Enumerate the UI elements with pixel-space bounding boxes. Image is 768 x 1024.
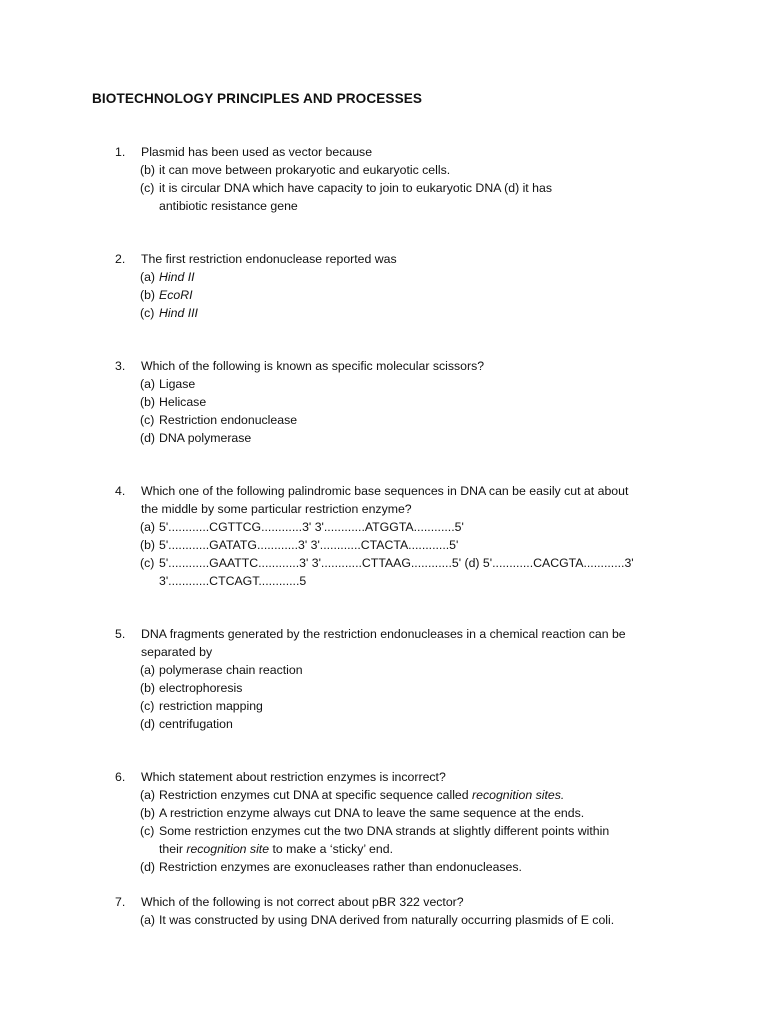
option xyxy=(115,679,715,697)
option-text: Helicase xyxy=(159,395,207,409)
option xyxy=(115,179,715,197)
option-text: Restriction enzymes cut DNA at specific sequence called xyxy=(159,788,473,802)
option xyxy=(115,554,715,572)
option-label: (a) xyxy=(140,913,156,927)
option-text-emphasis: recognition sites. xyxy=(472,788,565,802)
option-text: DNA polymerase xyxy=(159,431,252,445)
option-label: (d) xyxy=(140,717,156,731)
option-label: (b) xyxy=(140,681,156,695)
option-label: (c) xyxy=(140,699,155,713)
option-text: It was constructed by using DNA derived from naturally occurring plasmids of E coli. xyxy=(159,913,615,927)
option-label: (a) xyxy=(140,520,156,534)
option-text: 5'............CGTTCG............3' 3'............ATGGTA............5' xyxy=(159,520,464,534)
option-label: (d) xyxy=(140,860,156,874)
question-number: 4. xyxy=(115,484,126,498)
option-text: Some restriction enzymes cut the two DNA strands at slightly different points within xyxy=(159,824,610,838)
question-number: 5. xyxy=(115,627,126,641)
option-text: Restriction enzymes are exonucleases rather than endonucleases. xyxy=(159,860,522,874)
question-number: 1. xyxy=(115,145,126,159)
option xyxy=(115,786,715,804)
question-stem-continued: separated by xyxy=(141,645,213,659)
question-4 xyxy=(115,482,715,590)
option-label: (c) xyxy=(140,306,155,320)
question-7 xyxy=(115,893,715,929)
option xyxy=(115,161,715,179)
option-label: (a) xyxy=(140,663,156,677)
option-label: (a) xyxy=(140,270,156,284)
question-stem: Which one of the following palindromic base sequences in DNA can be easily cut at about xyxy=(141,484,629,498)
option-text: electrophoresis xyxy=(159,681,243,695)
question-number: 7. xyxy=(115,895,126,909)
option-text: A restriction enzyme always cut DNA to leave the same sequence at the ends. xyxy=(159,806,585,820)
option xyxy=(115,286,715,304)
option-label: (d) xyxy=(140,431,156,445)
option xyxy=(115,411,715,429)
document-title: BIOTECHNOLOGY PRINCIPLES AND PROCESSES xyxy=(92,91,423,106)
option-label: (b) xyxy=(140,806,156,820)
question-number: 6. xyxy=(115,770,126,784)
option xyxy=(115,304,715,322)
option-label: (c) xyxy=(140,556,155,570)
option-label: (c) xyxy=(140,824,155,838)
question-5 xyxy=(115,625,715,733)
question-stem: Which of the following is not correct about pBR 322 vector? xyxy=(141,895,464,909)
option-text: 5'............GATATG............3' 3'............CTACTA............5' xyxy=(159,538,459,552)
option-label: (b) xyxy=(140,538,156,552)
option-label: (c) xyxy=(140,181,155,195)
option xyxy=(115,822,715,840)
option-text: Hind III xyxy=(159,306,198,320)
option-text: Ligase xyxy=(159,377,196,391)
option-label: (b) xyxy=(140,163,156,177)
question-stem: DNA fragments generated by the restriction endonucleases in a chemical reaction can be xyxy=(141,627,626,641)
option-label: (c) xyxy=(140,413,155,427)
option xyxy=(115,858,715,876)
option xyxy=(115,393,715,411)
option-text: EcoRI xyxy=(159,288,193,302)
question-stem-continued: the middle by some particular restriction enzyme? xyxy=(141,502,412,516)
question-number: 3. xyxy=(115,359,126,373)
question-stem: Which of the following is known as specific molecular scissors? xyxy=(141,359,485,373)
question-number: 2. xyxy=(115,252,126,266)
option-label: (b) xyxy=(140,395,156,409)
option xyxy=(115,429,715,447)
question-3 xyxy=(115,357,715,447)
question-6 xyxy=(115,768,715,876)
option-text: polymerase chain reaction xyxy=(159,663,303,677)
option xyxy=(115,715,715,733)
question-1 xyxy=(115,143,715,215)
option-continuation: 3'............CTCAGT............5 xyxy=(159,574,307,588)
question-stem: The first restriction endonuclease reported was xyxy=(141,252,397,266)
option-continuation: their recognition site to make a ‘sticky’ end. xyxy=(159,842,393,856)
question-2 xyxy=(115,250,715,322)
option xyxy=(115,268,715,286)
option xyxy=(115,518,715,536)
option-text: Hind II xyxy=(159,270,195,284)
option xyxy=(115,911,715,929)
option-text: restriction mapping xyxy=(159,699,263,713)
option-label: (a) xyxy=(140,788,156,802)
option xyxy=(115,375,715,393)
option xyxy=(115,697,715,715)
option-text: it can move between prokaryotic and eukaryotic cells. xyxy=(159,163,451,177)
option xyxy=(115,804,715,822)
option-text: Restriction endonuclease xyxy=(159,413,298,427)
option-label: (b) xyxy=(140,288,156,302)
question-stem: Which statement about restriction enzymes is incorrect? xyxy=(141,770,446,784)
option-text: centrifugation xyxy=(159,717,233,731)
option xyxy=(115,536,715,554)
option xyxy=(115,661,715,679)
option-continuation: antibiotic resistance gene xyxy=(159,199,298,213)
option-text: 5'............GAATTC............3' 3'............CTTAAG............5' (d) 5'............CACGTA............3' xyxy=(159,556,634,570)
option-label: (a) xyxy=(140,377,156,391)
option-text: it is circular DNA which have capacity to join to eukaryotic DNA (d) it has xyxy=(159,181,552,195)
question-stem: Plasmid has been used as vector because xyxy=(141,145,373,159)
